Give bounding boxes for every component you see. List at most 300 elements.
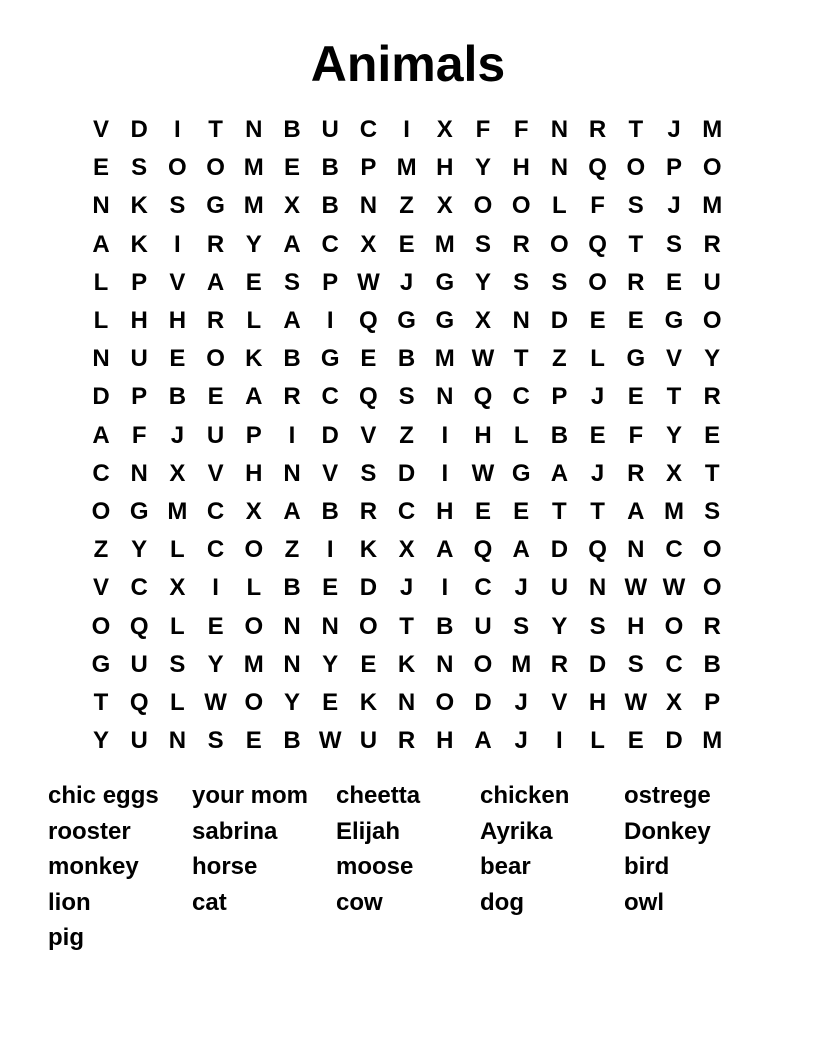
grid-letter: O [473, 192, 493, 220]
grid-letter: Q [473, 536, 493, 564]
grid-letter: P [360, 154, 377, 182]
grid-letter: U [130, 650, 148, 678]
grid-letter: N [436, 383, 454, 411]
grid-letter: J [514, 574, 528, 602]
grid-letter: A [206, 268, 225, 296]
grid-letter: P [551, 383, 568, 411]
word-bank-item: chicken [480, 782, 570, 809]
grid-letter: W [624, 574, 648, 602]
grid-letter: S [704, 498, 721, 525]
grid-letter: U [321, 116, 339, 143]
grid-letter: T [666, 383, 682, 411]
grid-letter: E [207, 612, 224, 640]
grid-letter: H [627, 612, 645, 640]
grid-letter: H [168, 307, 187, 334]
grid-letter: Y [207, 650, 224, 678]
grid-letter: L [246, 574, 262, 602]
grid-letter: W [318, 727, 342, 755]
grid-letter: E [627, 727, 644, 755]
grid-letter: R [283, 383, 301, 411]
grid-letter: B [397, 345, 416, 373]
grid-letter: U [474, 612, 492, 640]
grid-letter: J [399, 574, 414, 602]
grid-letter: S [169, 650, 186, 678]
grid-letter: O [244, 536, 264, 564]
word-bank-item: Ayrika [480, 817, 553, 845]
grid-letter: Z [93, 536, 109, 564]
grid-letter: I [403, 116, 410, 143]
grid-letter: T [590, 498, 605, 525]
grid-letter: P [665, 154, 682, 182]
grid-letter: B [283, 574, 301, 602]
grid-letter: O [359, 612, 378, 640]
grid-letter: V [322, 459, 339, 487]
word-bank-item: Donkey [624, 817, 711, 845]
grid-letter: B [321, 154, 339, 182]
grid-letter: I [174, 116, 181, 143]
grid-letter: E [245, 727, 262, 755]
grid-letter: W [204, 689, 227, 716]
word-bank-item: monkey [48, 853, 139, 880]
grid-letter: L [590, 727, 605, 755]
grid-letter: N [283, 612, 301, 640]
grid-letter: U [703, 268, 721, 296]
grid-letter: N [359, 192, 378, 220]
grid-letter: R [703, 383, 721, 411]
grid-letter: E [322, 689, 339, 716]
grid-letter: O [435, 689, 455, 716]
grid-letter: D [588, 650, 607, 678]
grid-letter: I [326, 307, 334, 334]
grid-letter: J [667, 192, 681, 220]
grid-letter: J [399, 268, 414, 296]
grid-letter: E [169, 345, 186, 373]
grid-letter: Y [92, 727, 109, 755]
grid-letter: N [512, 307, 530, 334]
grid-letter: Y [474, 154, 491, 182]
grid-letter: X [436, 116, 453, 143]
grid-letter: C [206, 536, 225, 564]
grid-letter: E [360, 650, 377, 678]
grid-letter: F [628, 421, 644, 449]
grid-letter: E [92, 154, 109, 182]
grid-letter: C [665, 536, 683, 564]
grid-letter: S [131, 154, 148, 182]
word-bank-item: chic eggs [48, 782, 159, 809]
word-bank-item: rooster [48, 817, 131, 845]
grid-letter: O [206, 345, 225, 373]
grid-letter: N [550, 116, 569, 143]
grid-letter: Z [552, 345, 567, 373]
grid-letter: M [243, 650, 264, 678]
grid-letter: O [473, 650, 493, 678]
grid-letter: E [627, 307, 644, 334]
grid-letter: S [398, 383, 415, 411]
grid-letter: Q [588, 230, 607, 258]
grid-letter: D [550, 307, 569, 334]
grid-letter: N [588, 574, 607, 602]
puzzle-title: Animals [310, 36, 506, 92]
word-bank-item: bird [624, 853, 670, 880]
grid-letter: L [590, 345, 605, 373]
grid-letter: O [206, 154, 225, 182]
grid-letter: N [627, 536, 645, 564]
grid-letter: E [474, 498, 491, 525]
grid-letter: A [283, 307, 301, 334]
grid-letter: Q [359, 307, 378, 334]
grid-letter: E [665, 268, 682, 296]
grid-letter: A [283, 230, 301, 258]
grid-letter: Z [399, 192, 414, 220]
grid-letter: E [398, 230, 415, 258]
grid-letter: S [627, 192, 644, 220]
grid-letter: G [397, 307, 416, 334]
grid-letter: M [702, 192, 723, 220]
grid-letter: O [244, 689, 264, 716]
grid-letter: O [702, 154, 722, 182]
grid-letter: T [399, 612, 414, 640]
grid-letter: M [396, 154, 417, 182]
grid-letter: X [665, 459, 682, 487]
grid-letter: R [512, 230, 530, 258]
grid-letter: Y [704, 345, 721, 373]
grid-letter: C [359, 116, 378, 143]
grid-letter: J [170, 421, 185, 449]
grid-letter: Y [131, 536, 148, 564]
grid-letter: Q [129, 612, 149, 640]
grid-letter: C [512, 383, 530, 411]
grid-letter: J [590, 383, 605, 411]
word-bank-item: Elijah [336, 817, 401, 845]
grid-letter: S [627, 650, 644, 678]
grid-letter: S [513, 268, 530, 296]
grid-letter: I [326, 536, 334, 564]
grid-letter: O [626, 154, 646, 182]
grid-letter: F [590, 192, 605, 220]
grid-letter: H [512, 154, 530, 182]
grid-letter: J [590, 459, 605, 487]
grid-letter: B [550, 421, 569, 449]
grid-letter: E [322, 574, 339, 602]
grid-letter: B [283, 727, 301, 755]
grid-letter: B [436, 612, 454, 640]
grid-letter: V [92, 116, 109, 143]
grid-letter: E [360, 345, 377, 373]
grid-letter: I [441, 421, 449, 449]
grid-letter: K [359, 536, 378, 564]
grid-letter: S [665, 230, 682, 258]
grid-letter: I [441, 574, 449, 602]
grid-letter: P [322, 268, 339, 296]
grid-letter: H [474, 421, 492, 449]
grid-letter: O [91, 498, 111, 525]
grid-letter: C [92, 459, 110, 487]
grid-letter: S [169, 192, 186, 220]
grid-letter: M [702, 116, 723, 143]
grid-letter: L [93, 307, 109, 334]
grid-letter: M [167, 498, 188, 525]
grid-letter: X [436, 192, 453, 220]
grid-letter: I [288, 421, 296, 449]
grid-letter: T [628, 230, 644, 258]
grid-letter: T [208, 116, 223, 143]
grid-letter: T [552, 498, 567, 525]
grid-letter: P [245, 421, 262, 449]
grid-letter: C [665, 650, 683, 678]
grid-letter: J [514, 689, 528, 716]
grid-letter: G [206, 192, 225, 220]
grid-letter: E [207, 383, 224, 411]
grid-letter: T [628, 116, 644, 143]
grid-letter: D [550, 536, 569, 564]
word-bank-item: moose [336, 853, 414, 880]
grid-letter: E [283, 154, 300, 182]
grid-letter: X [245, 498, 262, 525]
grid-letter: O [511, 192, 531, 220]
grid-letter: N [130, 459, 148, 487]
grid-letter: Q [473, 383, 493, 411]
grid-letter: P [131, 383, 148, 411]
grid-letter: Y [551, 612, 568, 640]
grid-letter: C [130, 574, 148, 602]
grid-letter: Q [129, 689, 149, 716]
grid-letter: Y [283, 689, 300, 716]
grid-letter: O [244, 612, 264, 640]
grid-letter: V [169, 268, 186, 296]
grid-letter: E [589, 307, 606, 334]
grid-letter: D [665, 727, 683, 755]
grid-letter: J [514, 727, 528, 755]
grid-letter: E [589, 421, 606, 449]
grid-letter: D [397, 459, 416, 487]
grid-letter: O [168, 154, 187, 182]
word-bank-item: ostrege [624, 782, 711, 809]
grid-letter: F [513, 116, 529, 143]
grid-letter: H [436, 154, 454, 182]
grid-letter: M [243, 192, 264, 220]
grid-letter: V [207, 459, 224, 487]
grid-letter: R [359, 498, 378, 525]
grid-letter: R [703, 612, 721, 640]
grid-letter: G [435, 268, 455, 296]
grid-letter: B [283, 345, 301, 373]
grid-letter: M [511, 650, 532, 678]
grid-letter: G [511, 459, 531, 487]
grid-letter: A [627, 498, 645, 525]
grid-letter: A [283, 498, 301, 525]
grid-letter: R [588, 116, 607, 143]
grid-letter: D [92, 383, 110, 411]
grid-letter: Q [588, 536, 607, 564]
grid-letter: M [434, 345, 455, 373]
grid-letter: V [665, 345, 682, 373]
grid-letter: F [475, 116, 491, 143]
grid-letter: H [436, 727, 454, 755]
grid-letter: S [360, 459, 377, 487]
grid-letter: L [170, 612, 185, 640]
letter-grid [81, 111, 735, 757]
grid-letter: M [664, 498, 684, 525]
grid-letter: X [169, 574, 186, 602]
grid-letter: S [551, 268, 568, 296]
word-bank-item: lion [48, 888, 91, 916]
word-bank-item: your mom [192, 782, 309, 809]
grid-letter: A [550, 459, 569, 487]
grid-letter: I [212, 574, 219, 602]
grid-letter: Y [245, 230, 262, 258]
grid-letter: R [627, 459, 645, 487]
grid-letter: R [397, 727, 416, 755]
grid-letter: U [130, 727, 148, 755]
grid-letter: L [513, 421, 529, 449]
word-bank-item: sabrina [192, 817, 278, 845]
grid-letter: M [434, 230, 455, 258]
grid-letter: C [397, 498, 416, 525]
grid-letter: H [130, 307, 148, 334]
grid-letter: E [704, 421, 721, 449]
grid-letter: I [441, 459, 449, 487]
grid-letter: S [207, 727, 224, 755]
word-bank-item: bear [480, 853, 531, 880]
grid-letter: N [436, 650, 454, 678]
grid-letter: N [92, 345, 110, 373]
word-bank-item: owl [624, 888, 664, 916]
grid-letter: X [665, 689, 682, 716]
grid-letter: U [206, 421, 225, 449]
grid-letter: Q [359, 383, 378, 411]
grid-letter: S [513, 612, 530, 640]
grid-letter: Y [474, 268, 491, 296]
word-bank-item: cheetta [336, 782, 421, 809]
grid-letter: I [556, 727, 563, 755]
grid-letter: V [551, 689, 568, 716]
grid-letter: F [131, 421, 147, 449]
grid-letter: A [245, 383, 263, 411]
grid-letter: K [245, 345, 263, 373]
grid-letter: B [283, 116, 301, 143]
grid-letter: B [321, 498, 339, 525]
grid-letter: B [703, 650, 721, 678]
grid-letter: G [626, 345, 646, 373]
grid-letter: A [92, 230, 110, 258]
grid-letter: N [397, 689, 416, 716]
grid-letter: K [359, 689, 378, 716]
grid-letter: R [627, 268, 645, 296]
grid-letter: C [321, 383, 339, 411]
grid-letter: L [246, 307, 262, 334]
grid-letter: V [360, 421, 377, 449]
grid-letter: A [436, 536, 454, 564]
grid-letter: C [321, 230, 339, 258]
grid-letter: K [130, 230, 148, 258]
grid-letter: N [92, 192, 110, 220]
grid-letter: T [704, 459, 720, 487]
grid-letter: M [702, 727, 723, 755]
grid-letter: I [174, 230, 181, 258]
grid-letter: B [321, 192, 339, 220]
grid-letter: D [474, 689, 492, 716]
grid-letter: W [471, 459, 495, 487]
grid-letter: N [550, 154, 569, 182]
grid-letter: X [283, 192, 300, 220]
grid-letter: L [170, 536, 185, 564]
word-bank-item: cow [336, 888, 383, 916]
grid-letter: H [588, 689, 607, 716]
grid-letter: W [624, 689, 648, 716]
grid-letter: S [283, 268, 300, 296]
grid-letter: P [131, 268, 148, 296]
grid-letter: G [91, 650, 111, 678]
grid-letter: D [321, 421, 339, 449]
grid-letter: O [550, 230, 569, 258]
grid-letter: O [702, 574, 722, 602]
grid-letter: O [702, 536, 722, 564]
grid-letter: L [170, 689, 185, 716]
grid-letter: U [359, 727, 378, 755]
grid-letter: O [702, 307, 722, 334]
grid-letter: E [513, 498, 530, 525]
grid-letter: U [130, 345, 148, 373]
grid-letter: W [357, 268, 380, 296]
word-bank-item: horse [192, 853, 258, 880]
grid-letter: A [92, 421, 110, 449]
grid-letter: T [513, 345, 529, 373]
grid-letter: S [474, 230, 491, 258]
word-bank-item: dog [480, 888, 524, 916]
grid-letter: T [93, 689, 109, 716]
grid-letter: Z [284, 536, 300, 564]
grid-letter: Q [588, 154, 607, 182]
grid-letter: C [206, 498, 225, 525]
grid-letter: E [245, 268, 262, 296]
grid-letter: L [552, 192, 567, 220]
word-bank-item: cat [192, 888, 227, 916]
grid-letter: A [512, 536, 530, 564]
grid-letter: G [435, 307, 455, 334]
grid-letter: L [93, 268, 109, 296]
grid-letter: R [550, 650, 569, 678]
grid-letter: K [130, 192, 148, 220]
grid-letter: O [588, 268, 607, 296]
grid-letter: N [245, 116, 263, 143]
grid-letter: H [245, 459, 263, 487]
grid-letter: X [474, 307, 491, 334]
grid-letter: O [664, 612, 684, 640]
grid-letter: D [359, 574, 378, 602]
grid-letter: D [130, 116, 148, 143]
grid-letter: A [474, 727, 492, 755]
grid-letter: P [704, 689, 721, 716]
grid-letter: Y [665, 421, 682, 449]
grid-letter: K [397, 650, 416, 678]
grid-letter: G [129, 498, 149, 525]
grid-letter: S [589, 612, 606, 640]
grid-letter: E [627, 383, 644, 411]
grid-letter: B [168, 383, 187, 411]
grid-letter: J [667, 116, 681, 143]
grid-letter: O [91, 612, 111, 640]
grid-letter: G [320, 345, 340, 373]
grid-letter: Y [322, 650, 339, 678]
grid-letter: G [664, 307, 684, 334]
grid-letter: X [360, 230, 377, 258]
grid-letter: R [206, 307, 225, 334]
word-bank-item: pig [48, 924, 84, 951]
grid-letter: X [169, 459, 186, 487]
grid-letter: W [471, 345, 495, 373]
grid-letter: R [703, 230, 721, 258]
grid-letter: X [398, 536, 415, 564]
